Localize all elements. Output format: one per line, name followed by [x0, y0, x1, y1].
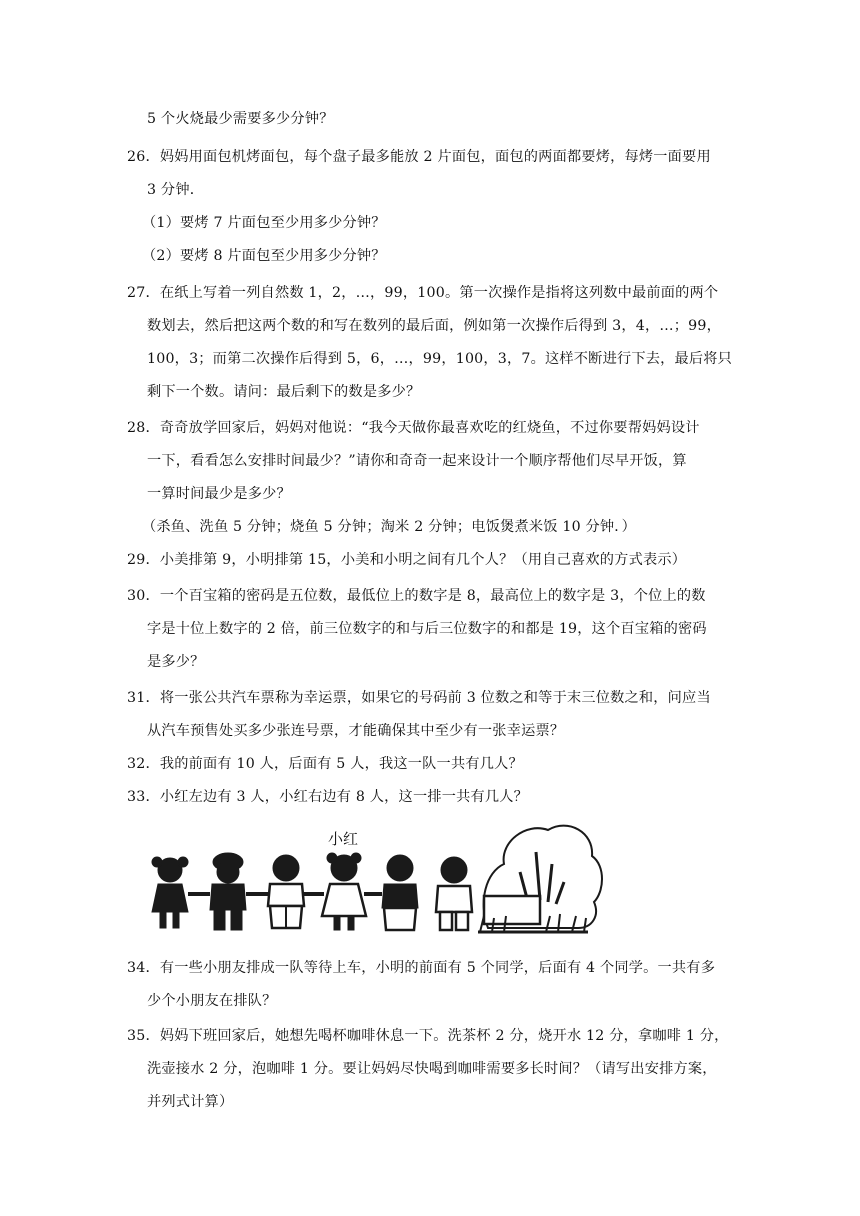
- q29-line-1: 29．小美排第 9，小明排第 15，小美和小明之间有几个人？（用自己喜欢的方式表示）: [127, 552, 687, 568]
- q33-line-1: 33．小红左边有 3 人，小红右边有 8 人，这一排一共有几人？: [127, 789, 529, 805]
- q26-sub-2: （2）要烤 8 片面包至少用多少分钟？: [142, 248, 386, 264]
- child-figure: [152, 857, 188, 928]
- q28-line-2: 一下，看看怎么安排时间最少？”请你和奇奇一起来设计一个顺序帮他们尽早开饭，算: [147, 453, 687, 469]
- child-figure: [188, 853, 246, 930]
- q26-sub-1: （1）要烤 7 片面包至少用多少分钟？: [142, 215, 386, 231]
- child-figure: [246, 855, 304, 928]
- q27-line-1: 27．在纸上写着一列自然数 1，2，…，99，100。第一次操作是指将这列数中最前面的两个: [127, 285, 719, 301]
- q30-line-2: 字是十位上数字的 2 倍，前三位数字的和与后三位数字的和都是 19，这个百宝箱的密码: [147, 621, 707, 637]
- q30-line-1: 30．一个百宝箱的密码是五位数，最低位上的数字是 8，最高位上的数字是 3，个位上的数: [127, 588, 706, 604]
- figure-label-xiaohong: 小红: [328, 830, 359, 848]
- q31-line-2: 从汽车预售处买多少张连号票，才能确保其中至少有一张幸运票？: [147, 723, 565, 739]
- q31-line-1: 31．将一张公共汽车票称为幸运票，如果它的号码前 3 位数之和等于末三位数之和，问应当: [127, 690, 711, 706]
- q34-line-2: 少个小朋友在排队？: [147, 993, 277, 1009]
- q28-line-3: 一算时间最少是多少？: [147, 486, 291, 502]
- q28-line-1: 28．奇奇放学回家后，妈妈对他说：“我今天做你最喜欢吃的红烧鱼，不过你要帮妈妈设计: [127, 420, 700, 436]
- q35-line-3: 并列式计算）: [147, 1094, 234, 1110]
- q28-note: （杀鱼、洗鱼 5 分钟；烧鱼 5 分钟；淘米 2 分钟；电饭煲煮米饭 10 分钟．）: [142, 519, 636, 535]
- q35-line-1: 35．妈妈下班回家后，她想先喝杯咖啡休息一下。洗茶杯 2 分，烧开水 12 分，拿咖啡 1 分，: [127, 1028, 729, 1044]
- child-figure: [364, 855, 418, 930]
- q25-continuation: 5 个火烧最少需要多少分钟？: [147, 111, 334, 127]
- children-line-illustration: [148, 812, 608, 940]
- q27-line-2: 数划去，然后把这两个数的和写在数列的最后面，例如第一次操作后得到 3，4，…；99，: [147, 318, 721, 334]
- q26-line-2: 3 分钟．: [147, 182, 205, 198]
- q30-line-3: 是多少？: [147, 654, 205, 670]
- child-figure: [436, 857, 472, 930]
- q35-line-2: 洗壶接水 2 分，泡咖啡 1 分。要让妈妈尽快喝到咖啡需要多长时间？（请写出安排方案，: [147, 1061, 717, 1077]
- q32-line-1: 32．我的前面有 10 人，后面有 5 人，我这一队一共有几人？: [127, 756, 523, 772]
- q27-line-4: 剩下一个数。请问：最后剩下的数是多少？: [147, 384, 421, 400]
- q27-line-3: 100，3；而第二次操作后得到 5，6，…，99，100，3，7。这样不断进行下去，最后将只: [147, 351, 733, 367]
- q34-line-1: 34．有一些小朋友排成一队等待上车，小明的前面有 5 个同学，后面有 4 个同学。一共有多: [127, 960, 716, 976]
- child-figure-xiaohong: [304, 853, 366, 930]
- q26-line-1: 26．妈妈用面包机烤面包，每个盘子最多能放 2 片面包，面包的两面都要烤，每烤一面要用: [127, 149, 711, 165]
- bush-illustration: [478, 826, 602, 932]
